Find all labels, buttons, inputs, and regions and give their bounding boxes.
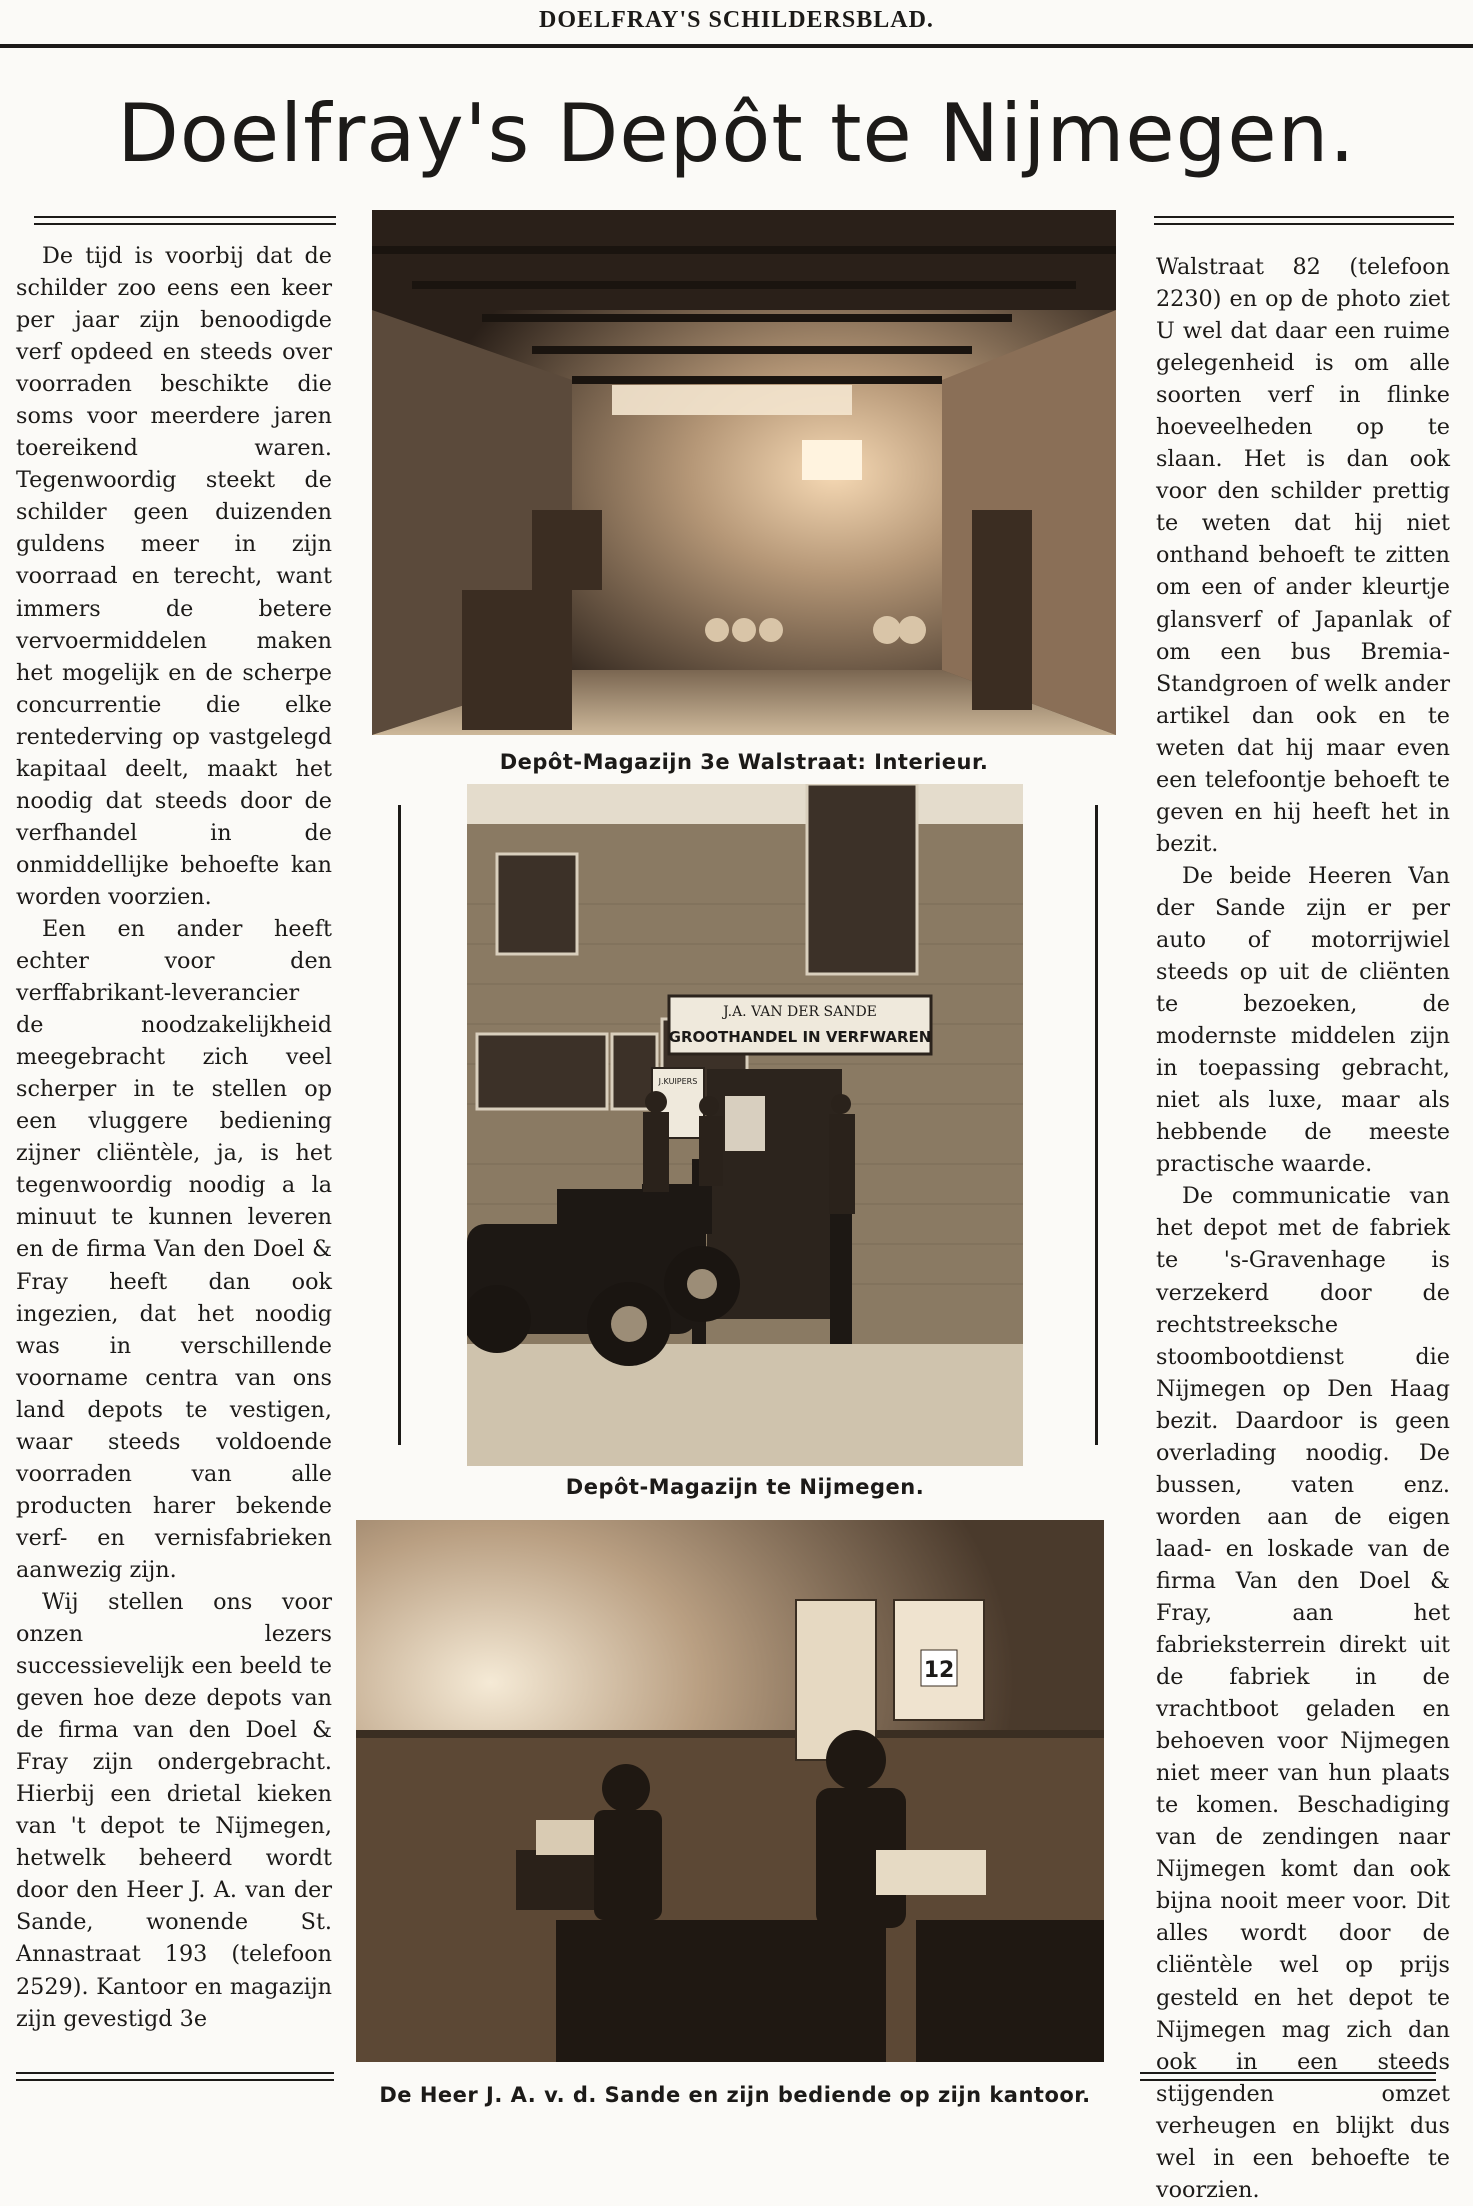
calendar-day: 12 xyxy=(923,1658,955,1683)
page-title: Doelfray's Depôt te Nijmegen. xyxy=(117,87,1356,180)
left-column-bottom-rule xyxy=(16,2072,334,2081)
right-vertical-rule xyxy=(1095,805,1098,1445)
right-paragraph-1: Walstraat 82 (telefoon 2230) en op de photo ziet U wel dat daar een ruime gelegenheid is om alle soorten verf in flinke hoeveelheden op te slaan. Het is dan ook voor den schilder prettig te weten dat hij niet onthand behoeft te zitten om een of ander kleurtje glansverf of Japanlak of om een bus Bremia-Standgroen of welk ander artikel dan ook en te weten dat hij maar even een telefoontje behoeft te geven en hij heeft het in bezit. xyxy=(1156,254,1450,857)
left-paragraph-2: Een en ander heeft echter voor den verffabrikant-leverancier de noodzakelijkheid meegebracht zich veel scherper in te stellen op een vluggere bediening zijner cliëntèle, ja, is het tegenwoordig noodig a la minuut te kunnen leveren en de firma Van den Doel & Fray heeft dan ook ingezien, dat het noodig was in verschillende voorname centra van ons land depots te vestigen, waar steeds voldoende voorraden van alle producten harer bekende verf- en vernisfabrieken aanwezig zijn. xyxy=(16,915,332,1583)
interior-caption: Depôt-Magazijn 3e Walstraat: Interieur. xyxy=(499,750,989,774)
running-title: DOELFRAY'S SCHILDERSBLAD. xyxy=(539,7,934,33)
left-vertical-rule xyxy=(398,805,401,1445)
warehouse-interior-image xyxy=(372,210,1116,735)
right-paragraph-2: De beide Heeren Van der Sande zijn er per auto of motorrijwiel steeds op uit de cliënten te bezoeken, de modernste middelen zijn in toepassing gebracht, niet als luxe, maar als hebbende de meeste practische waarde. xyxy=(1156,862,1450,1178)
shop-sign-line1: J.A. VAN DER SANDE xyxy=(723,1004,877,1020)
office-photo xyxy=(356,1520,1104,2062)
left-paragraph-3: Wij stellen ons voor onzen lezers successievelijk een beeld te geven hoe deze depots van de firma van den Doel & Fray zijn ondergebracht. Hierbij een drietal kieken van 't depot te Nijmegen, hetwelk beheerd wordt door den Heer J. A. van der Sande, wonende St. Annastraat 193 (telefoon 2529). Kantoor en magazijn zijn gevestigd 3e xyxy=(16,1588,332,2032)
right-paragraph-3: De communicatie van het depot met de fabriek te 's-Gravenhage is verzekerd door de rechtstreeksche stoombootdienst die Nijmegen op Den Haag bezit. Daardoor is geen overlading noodig. De bussen, vaten enz. worden aan de eigen laad- en loskade van de firma Van den Doel & Fray, aan het fabrieksterrein direkt uit de fabriek in de vrachtboot geladen en behoeven voor Nijmegen niet meer van hun plaats te komen. Beschadiging van de zendingen naar Nijmegen komt dan ook bijna nooit meer voor. Dit alles wordt door de cliëntèle wel op prijs gesteld en het depot te Nijmegen mag zich dan ook in een steeds stijgenden omzet verheugen en blijkt dus wel in een behoefte te voorzien. xyxy=(1156,1183,1450,2203)
left-column-top-rule xyxy=(34,216,336,225)
side-sign: J.KUIPERS xyxy=(658,1077,698,1086)
left-paragraph-1: De tijd is voorbij dat de schilder zoo eens een keer per jaar zijn benoodigde verf opdeed en steeds over voorraden beschikte die soms voor meerdere jaren toereikend waren. Tegenwoordig steekt de schilder geen duizenden guldens meer in zijn voorraad en terecht, want immers de betere vervoermiddelen maken het mogelijk en de scherpe concurrentie die elke rentederving op vastgelegd kapitaal deelt, maakt het noodig dat steeds door de verfhandel in de onmiddellijke behoefte kan worden voorzien. xyxy=(16,243,332,910)
shop-exterior-image xyxy=(467,784,1023,1466)
right-column xyxy=(1156,251,1450,2206)
office-caption: De Heer J. A. v. d. Sande en zijn bediende op zijn kantoor. xyxy=(379,2083,1091,2107)
warehouse-interior-photo xyxy=(372,210,1116,735)
header-rule xyxy=(0,44,1473,48)
shop-exterior-photo xyxy=(467,784,1023,1466)
shop-sign-line2: GROOTHANDEL IN VERFWAREN xyxy=(668,1028,932,1046)
exterior-caption: Depôt-Magazijn te Nijmegen. xyxy=(565,1475,925,1499)
right-column-top-rule xyxy=(1154,216,1454,225)
office-image xyxy=(356,1520,1104,2062)
left-column xyxy=(16,240,332,2035)
